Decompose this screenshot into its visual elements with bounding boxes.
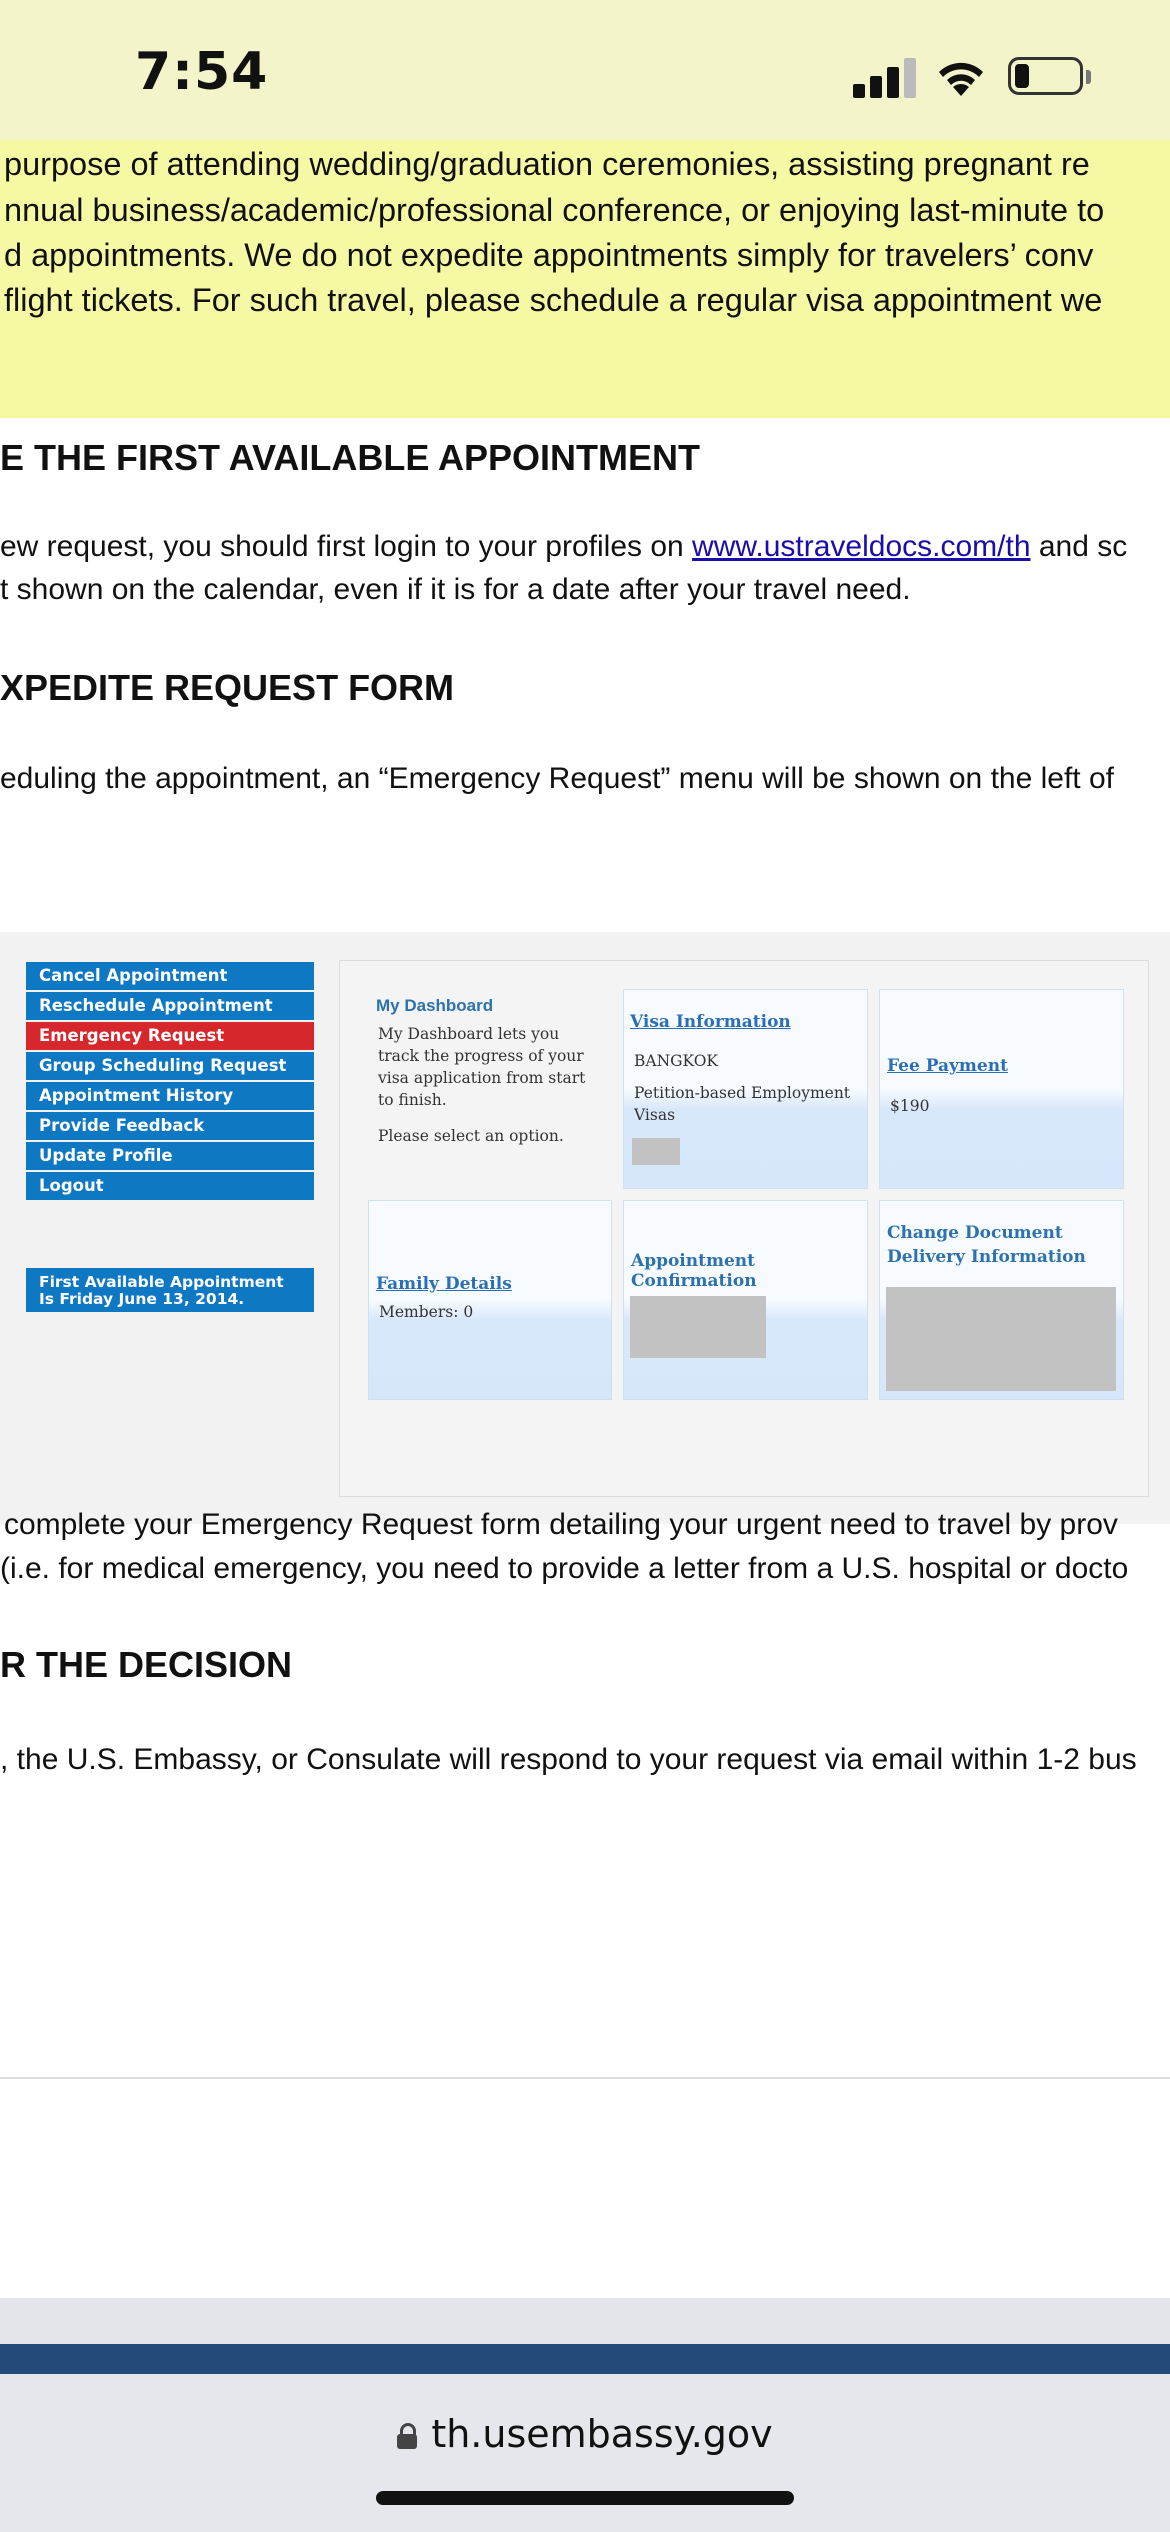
visa-city: BANGKOK [634, 1052, 718, 1070]
family-members-count: Members: 0 [379, 1303, 474, 1321]
change-document-delivery-card[interactable] [879, 1200, 1124, 1400]
redacted-block [630, 1296, 766, 1358]
notice-line: flight tickets. For such travel, please schedule a regular visa appointment we [4, 282, 1103, 318]
appointment-confirmation-card[interactable] [623, 1200, 868, 1400]
redacted-block [632, 1138, 680, 1165]
lock-icon [397, 2423, 417, 2449]
visa-information-card[interactable] [623, 989, 868, 1189]
change-document-delivery-title[interactable]: Change Document Delivery Information [887, 1223, 1086, 1267]
url-display[interactable] [0, 2412, 1170, 2456]
appointment-confirmation-title[interactable]: Appointment Confirmation [631, 1251, 757, 1291]
menu-item-group-scheduling-request[interactable]: Group Scheduling Request [26, 1052, 314, 1080]
paragraph: t shown on the calendar, even if it is for a date after your travel need. [0, 573, 911, 606]
redacted-block [886, 1287, 1116, 1391]
menu-item-appointment-history[interactable]: Appointment History [26, 1082, 314, 1110]
notice-line: nnual business/academic/professional conference, or enjoying last-minute to [4, 192, 1105, 228]
paragraph: , the U.S. Embassy, or Consulate will respond to your request via email within 1-2 bus [0, 1743, 1137, 1776]
fee-payment-link[interactable]: Fee Payment [887, 1056, 1008, 1076]
ustraveldocs-link[interactable]: www.ustraveldocs.com/th [692, 530, 1031, 563]
first-available-appointment-banner: First Available Appointment Is Friday June 13, 2014. [26, 1268, 314, 1312]
my-dashboard-prompt: Please select an option. [378, 1127, 564, 1145]
menu-item-update-profile[interactable]: Update Profile [26, 1142, 314, 1170]
fee-payment-card[interactable] [879, 989, 1124, 1189]
notice-line: purpose of attending wedding/graduation ceremonies, assisting pregnant re [4, 146, 1090, 182]
family-details-link[interactable]: Family Details [376, 1274, 512, 1294]
section-heading: R THE DECISION [0, 1644, 293, 1685]
paragraph-text: and sc [1030, 530, 1128, 563]
highlighted-notice [0, 140, 1170, 418]
cellular-signal-icon [853, 58, 917, 98]
status-bar [0, 0, 1170, 140]
menu-item-logout[interactable]: Logout [26, 1172, 314, 1200]
site-footer-band [0, 2344, 1170, 2374]
my-dashboard-description: My Dashboard lets you track the progress of your visa application from start to finish. [378, 1025, 586, 1109]
dashboard-menu [26, 962, 314, 1202]
notice-line: d appointments. We do not expedite appointments simply for travelers’ conv [4, 237, 1094, 273]
battery-icon [1008, 57, 1083, 95]
visa-type: Petition-based Employment Visas [634, 1084, 851, 1124]
url-text: th.usembassy.gov [431, 2412, 773, 2456]
family-details-card[interactable] [368, 1200, 612, 1400]
paragraph: (i.e. for medical emergency, you need to provide a letter from a U.S. hospital or docto [0, 1552, 1129, 1585]
fee-amount: $190 [890, 1097, 930, 1115]
page-divider [0, 2077, 1170, 2079]
paragraph [0, 530, 1127, 564]
menu-item-reschedule-appointment[interactable]: Reschedule Appointment [26, 992, 314, 1020]
paragraph-text: ew request, you should first login to your profiles on [0, 530, 693, 563]
paragraph: eduling the appointment, an “Emergency Request” menu will be shown on the left of [0, 762, 1114, 795]
menu-item-emergency-request[interactable]: Emergency Request [26, 1022, 314, 1050]
paragraph: complete your Emergency Request form detailing your urgent need to travel by prov [4, 1508, 1118, 1541]
section-heading: E THE FIRST AVAILABLE APPOINTMENT [0, 437, 700, 478]
home-indicator[interactable] [376, 2491, 794, 2505]
visa-information-link[interactable]: Visa Information [630, 1012, 791, 1032]
my-dashboard-title: My Dashboard [376, 996, 494, 1015]
browser-toolbar-edge [0, 2298, 1170, 2344]
status-time: 7:54 [135, 42, 269, 102]
menu-item-cancel-appointment[interactable]: Cancel Appointment [26, 962, 314, 990]
menu-item-provide-feedback[interactable]: Provide Feedback [26, 1112, 314, 1140]
wifi-icon [935, 56, 987, 98]
section-heading: XPEDITE REQUEST FORM [0, 667, 455, 708]
